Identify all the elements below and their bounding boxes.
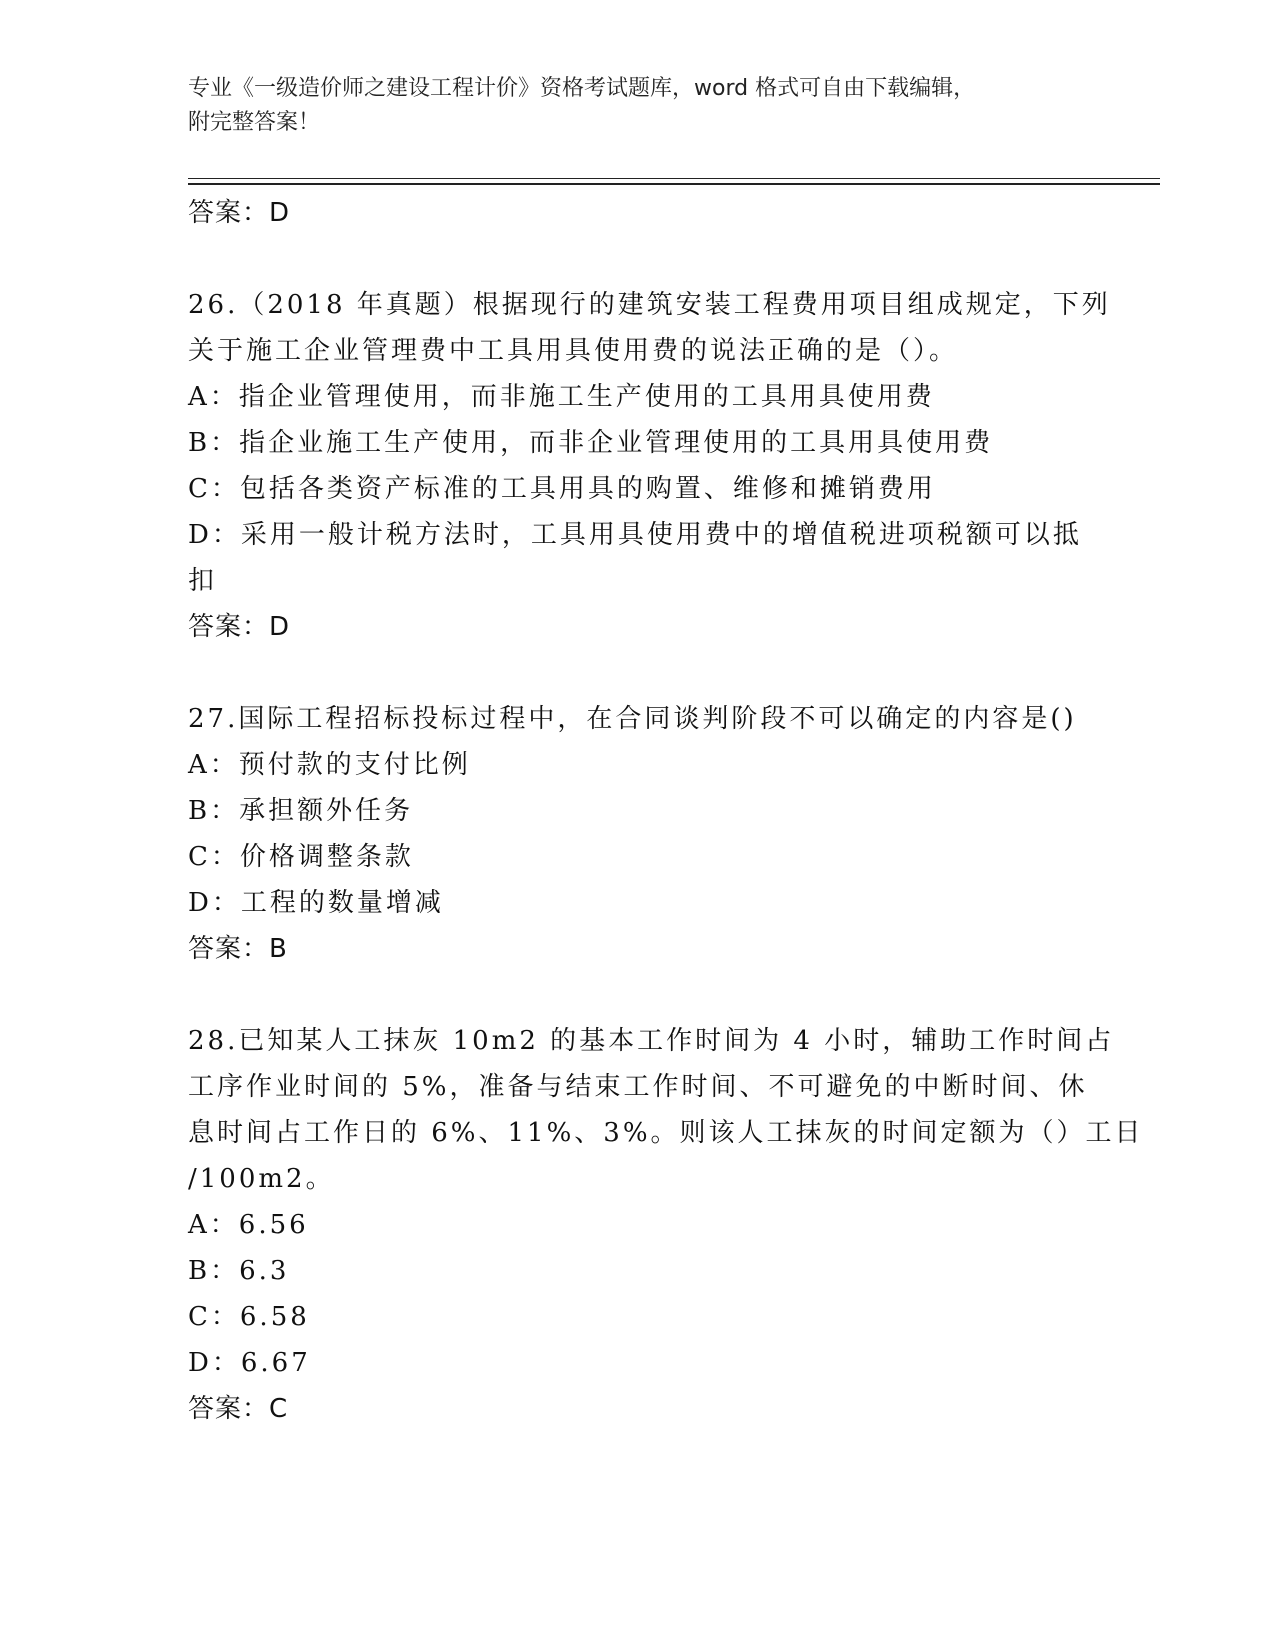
question-26 bbox=[188, 282, 1111, 650]
question-text-line: 关于施工企业管理费中工具用具使用费的说法正确的是（）。 bbox=[188, 336, 959, 366]
option-a: A：指企业管理使用，而非施工生产使用的工具用具使用费 bbox=[188, 382, 935, 412]
header-rule-thick bbox=[188, 183, 1160, 185]
option-d: D：工程的数量增减 bbox=[188, 888, 444, 918]
option-a: A：预付款的支付比例 bbox=[188, 750, 471, 780]
option-c: C：6.58 bbox=[188, 1302, 310, 1332]
question-text-line: 息时间占工作日的 6%、11%、3%。则该人工抹灰的时间定额为（）工日 bbox=[188, 1118, 1144, 1148]
option-c: C：包括各类资产标准的工具用具的购置、维修和摊销费用 bbox=[188, 474, 936, 504]
answer: 答案：C bbox=[188, 1394, 289, 1424]
header-line-2: 附完整答案！ bbox=[188, 110, 321, 135]
option-b: B：指企业施工生产使用，而非企业管理使用的工具用具使用费 bbox=[188, 428, 994, 458]
option-d: D：6.67 bbox=[188, 1348, 311, 1378]
header-rule-thin bbox=[188, 178, 1160, 179]
answer: 答案：D bbox=[188, 612, 291, 642]
question-content bbox=[188, 190, 1144, 1432]
question-28 bbox=[188, 1018, 1144, 1432]
question-text-line: /100m2。 bbox=[188, 1164, 335, 1194]
spacer bbox=[188, 236, 1088, 282]
option-b: B：6.3 bbox=[188, 1256, 290, 1286]
option-d-continued: 扣 bbox=[188, 566, 218, 596]
question-text-line: 工序作业时间的 5%，准备与结束工作时间、不可避免的中断时间、休 bbox=[188, 1072, 1088, 1102]
previous-answer: 答案：D bbox=[188, 198, 291, 228]
question-27 bbox=[188, 696, 1088, 972]
answer: 答案：B bbox=[188, 934, 288, 964]
option-c: C：价格调整条款 bbox=[188, 842, 414, 872]
question-text-line: 27.国际工程招标投标过程中，在合同谈判阶段不可以确定的内容是() bbox=[188, 704, 1077, 734]
option-d: D：采用一般计税方法时，工具用具使用费中的增值税进项税额可以抵 bbox=[188, 520, 1082, 550]
spacer bbox=[188, 972, 1088, 1018]
option-a: A：6.56 bbox=[188, 1210, 309, 1240]
question-text-line: 28.已知某人工抹灰 10m2 的基本工作时间为 4 小时，辅助工作时间占 bbox=[188, 1026, 1115, 1056]
option-b: B：承担额外任务 bbox=[188, 796, 414, 826]
question-text-line: 26.（2018 年真题）根据现行的建筑安装工程费用项目组成规定，下列 bbox=[188, 290, 1111, 320]
header-line-1: 专业《一级造价师之建设工程计价》资格考试题库，word 格式可自由下载编辑， bbox=[188, 76, 976, 101]
spacer bbox=[188, 650, 1088, 696]
document-header bbox=[188, 72, 1088, 140]
